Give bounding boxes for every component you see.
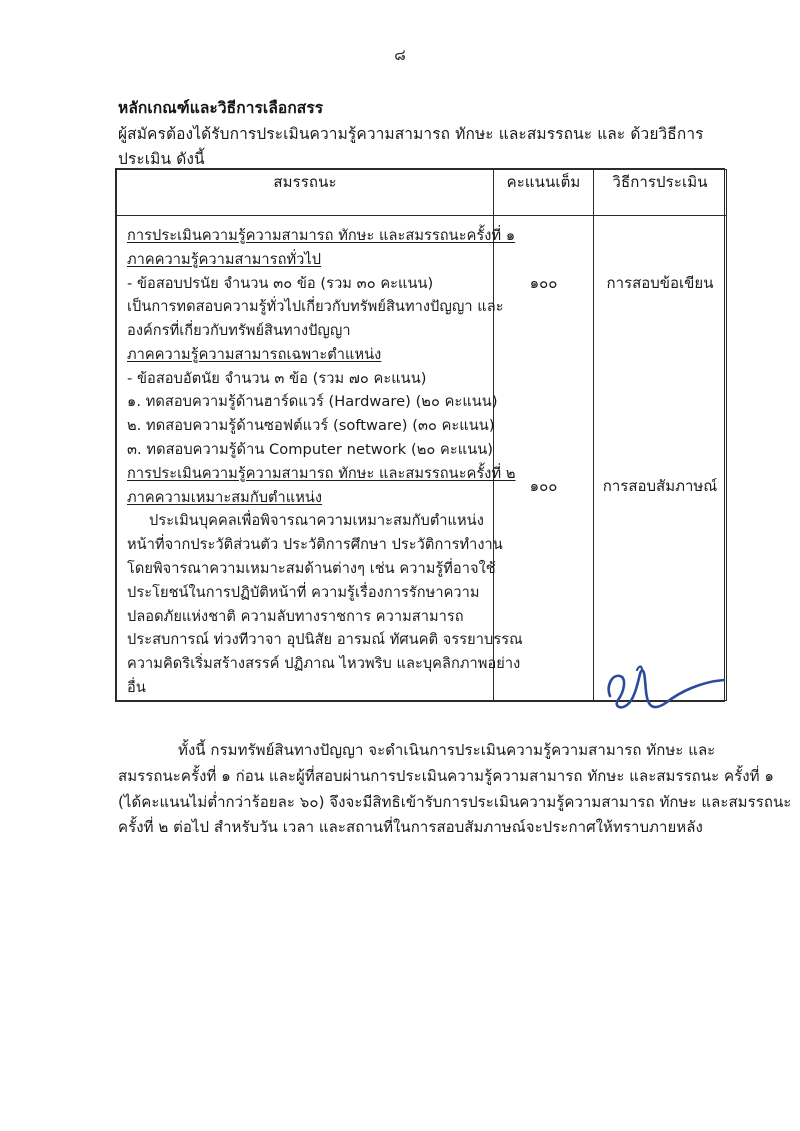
- round-two-score: ๑๐๐: [529, 477, 558, 495]
- closing-line-3: (ได้คะแนนไม่ต่ำกว่าร้อยละ ๖๐) จึงจะมีสิทธิเข้ารับการประเมินความรู้ความสามารถ ทักษะ และสมรรถนะ: [118, 792, 792, 811]
- round-one-general-detail: - ข้อสอบปรนัย จำนวน ๓๐ ข้อ (รวม ๓๐ คะแนน): [127, 274, 434, 292]
- round-one-item-1: ๑. ทดสอบความรู้ด้านฮาร์ดแวร์ (Hardware) (๒๐ คะแนน): [127, 393, 498, 411]
- round-two-desc-8: อื่น: [127, 678, 146, 696]
- round-one-specific-section: ภาคความรู้ความสามารถเฉพาะตำแหน่ง: [127, 345, 382, 363]
- round-two-desc-2: หน้าที่จากประวัติส่วนตัว ประวัติการศึกษา ประวัติการทำงาน: [127, 536, 503, 554]
- method-cell: [594, 216, 727, 701]
- table-header-row: [117, 170, 727, 216]
- column-header-criteria: สมรรถนะ: [117, 170, 494, 216]
- closing-paragraph: [118, 738, 792, 841]
- closing-line-2: สมรรถนะครั้งที่ ๑ ก่อน และผู้ที่สอบผ่านการประเมินความรู้ความสามารถ ทักษะ และสมรรถนะ ครั้งที่ ๑: [118, 766, 774, 785]
- round-one-title: การประเมินความรู้ความสามารถ ทักษะ และสมรรถนะครั้งที่ ๑: [127, 227, 516, 244]
- closing-line-4: ครั้งที่ ๒ ต่อไป สำหรับวัน เวลา และสถานที่ในการสอบสัมภาษณ์จะประกาศให้ทราบภายหลัง: [118, 818, 703, 837]
- section-heading: หลักเกณฑ์และวิธีการเลือกสรร: [118, 99, 324, 117]
- round-two-title: การประเมินความรู้ความสามารถ ทักษะ และสมรรถนะครั้งที่ ๒: [127, 464, 516, 482]
- round-one-general-desc-1: เป็นการทดสอบความรู้ทั่วไปเกี่ยวกับทรัพย์สินทางปัญญา และ: [127, 298, 504, 316]
- round-one-item-3: ๓. ทดสอบความรู้ด้าน Computer network (๒๐ คะแนน): [127, 441, 493, 459]
- round-two-desc-1: ประเมินบุคคลเพื่อพิจารณาความเหมาะสมกับตำแหน่ง: [149, 512, 484, 530]
- round-two-desc-3: โดยพิจารณาความเหมาะสมด้านต่างๆ เช่น ความรู้ที่อาจใช้: [127, 559, 496, 577]
- round-one-score: ๑๐๐: [529, 274, 558, 292]
- round-two-desc-5: ปลอดภัยแห่งชาติ ความลับทางราชการ ความสามารถ: [127, 607, 464, 625]
- column-header-method: วิธีการประเมิน: [594, 170, 727, 216]
- round-one-item-2: ๒. ทดสอบความรู้ด้านซอฟต์แวร์ (software) (๓๐ คะแนน): [127, 417, 495, 435]
- criteria-cell: [117, 216, 523, 701]
- round-one-method: การสอบข้อเขียน: [606, 274, 714, 292]
- round-two-desc-4: ประโยชน์ในการปฏิบัติหน้าที่ ความรู้เรื่องการรักษาความ: [127, 583, 480, 601]
- round-one-general-section: ภาคความรู้ความสามารถทั่วไป: [127, 250, 322, 268]
- column-header-score: คะแนนเต็ม: [494, 170, 594, 216]
- round-one-general-desc-2: องค์กรที่เกี่ยวกับทรัพย์สินทางปัญญา: [127, 322, 351, 340]
- round-one-specific-detail: - ข้อสอบอัตนัย จำนวน ๓ ข้อ (รวม ๗๐ คะแนน): [127, 369, 427, 387]
- assessment-table: [115, 168, 725, 702]
- closing-line-1: ทั้งนี้ กรมทรัพย์สินทางปัญญา จะดำเนินการประเมินความรู้ความสามารถ ทักษะ และ: [178, 741, 716, 759]
- page-number: ๘: [394, 46, 406, 64]
- round-two-desc-6: ประสบการณ์ ท่วงทีวาจา อุปนิสัย อารมณ์ ทัศนคติ จรรยาบรรณ: [127, 631, 523, 649]
- score-cell: [494, 216, 594, 701]
- criteria-content: [117, 216, 523, 700]
- intro-block: [118, 96, 718, 172]
- round-two-method: การสอบสัมภาษณ์: [602, 477, 718, 495]
- round-two-desc-7: ความคิดริเริ่มสร้างสรรค์ ปฏิภาณ ไหวพริบ และบุคลิกภาพอย่าง: [127, 655, 521, 673]
- round-two-suitability-section: ภาคความเหมาะสมกับตำแหน่ง: [127, 488, 323, 506]
- intro-paragraph: ผู้สมัครต้องได้รับการประเมินความรู้ความสามารถ ทักษะ และสมรรถนะ และ ด้วยวิธีการประเมิน ดังนี้: [118, 125, 704, 168]
- table-row: [117, 216, 727, 701]
